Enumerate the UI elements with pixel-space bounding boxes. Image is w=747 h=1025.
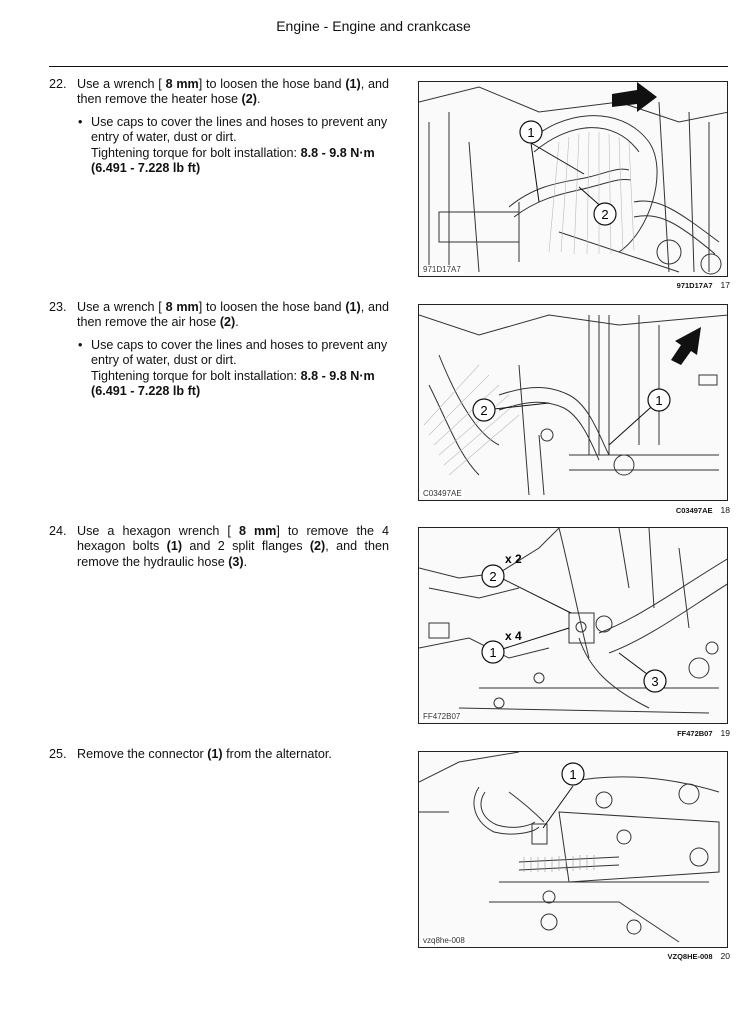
header-rule [49,66,728,67]
svg-text:1: 1 [655,393,663,408]
step-text: Use a wrench [ 8 mm] to loosen the hose band (1), and then remove the heater hose (2). [77,77,389,107]
step-text: Use a hexagon wrench [ 8 mm] to remove the 4 hexagon bolts (1) and 2 split flanges (2), and then remove the hydraulic hose (3). [77,524,389,569]
callout-3 [644,670,666,692]
step-bullet: • Use caps to cover the lines and hoses to prevent any entry of water, dust or dirt. Tightening torque for bolt installation: 8.8 - 9.8 N·m (6.491 - 7.228 lb ft) [78,337,388,399]
figure-18-image [418,304,728,501]
figure-image-code: FF472B07 [423,712,461,721]
svg-text:2: 2 [489,569,497,584]
figure-18-caption: C03497AE 18 [675,505,730,515]
direction-arrow [671,327,701,365]
figure-20-caption: VZQ8HE-008 20 [667,951,730,961]
svg-text:1: 1 [527,125,535,140]
callout-2 [594,203,616,225]
figure-19-image [418,527,728,724]
figure-image-code: 971D17A7 [423,265,461,274]
air-hose-illustration [419,305,728,501]
step-25 [49,747,389,762]
figure-image-code: C03497AE [423,489,462,498]
step-text: Use a wrench [ 8 mm] to loosen the hose band (1), and then remove the air hose (2). [77,300,389,330]
figure-17-caption: 971D17A7 17 [676,280,730,290]
callout-2 [482,565,504,587]
svg-text:3: 3 [651,674,659,689]
bullet-dot: • [78,114,83,129]
figure-image-code: vzq8he-008 [423,936,465,945]
step-bullet: • Use caps to cover the lines and hoses to prevent any entry of water, dust or dirt. Tightening torque for bolt installation: 8.8 - 9.8 N·m (6.491 - 7.228 lb ft) [78,114,388,176]
heater-hose-illustration [419,82,728,277]
figure-20-image [418,751,728,948]
svg-text:2: 2 [601,207,609,222]
step-24 [49,524,389,570]
figure-17-image [418,81,728,277]
quantity-x4: x 4 [505,629,522,643]
svg-text:1: 1 [569,767,577,782]
callout-2 [473,399,495,421]
step-22 [49,77,389,176]
alternator-connector-illustration [419,752,728,948]
step-number: 22. [49,77,67,91]
hydraulic-hose-illustration [419,528,728,724]
bullet-dot: • [78,337,83,352]
step-number: 24. [49,524,67,538]
step-number: 23. [49,300,67,314]
callout-1 [562,763,584,785]
callout-1 [482,641,504,663]
step-23 [49,300,389,399]
callout-1 [648,389,670,411]
step-text: Remove the connector (1) from the alternator. [77,747,332,761]
svg-text:1: 1 [489,645,497,660]
quantity-x2: x 2 [505,552,522,566]
callout-1 [520,121,542,143]
step-number: 25. [49,747,67,761]
figure-19-caption: FF472B07 19 [677,728,730,738]
page-header: Engine - Engine and crankcase [276,18,471,34]
svg-text:2: 2 [480,403,488,418]
